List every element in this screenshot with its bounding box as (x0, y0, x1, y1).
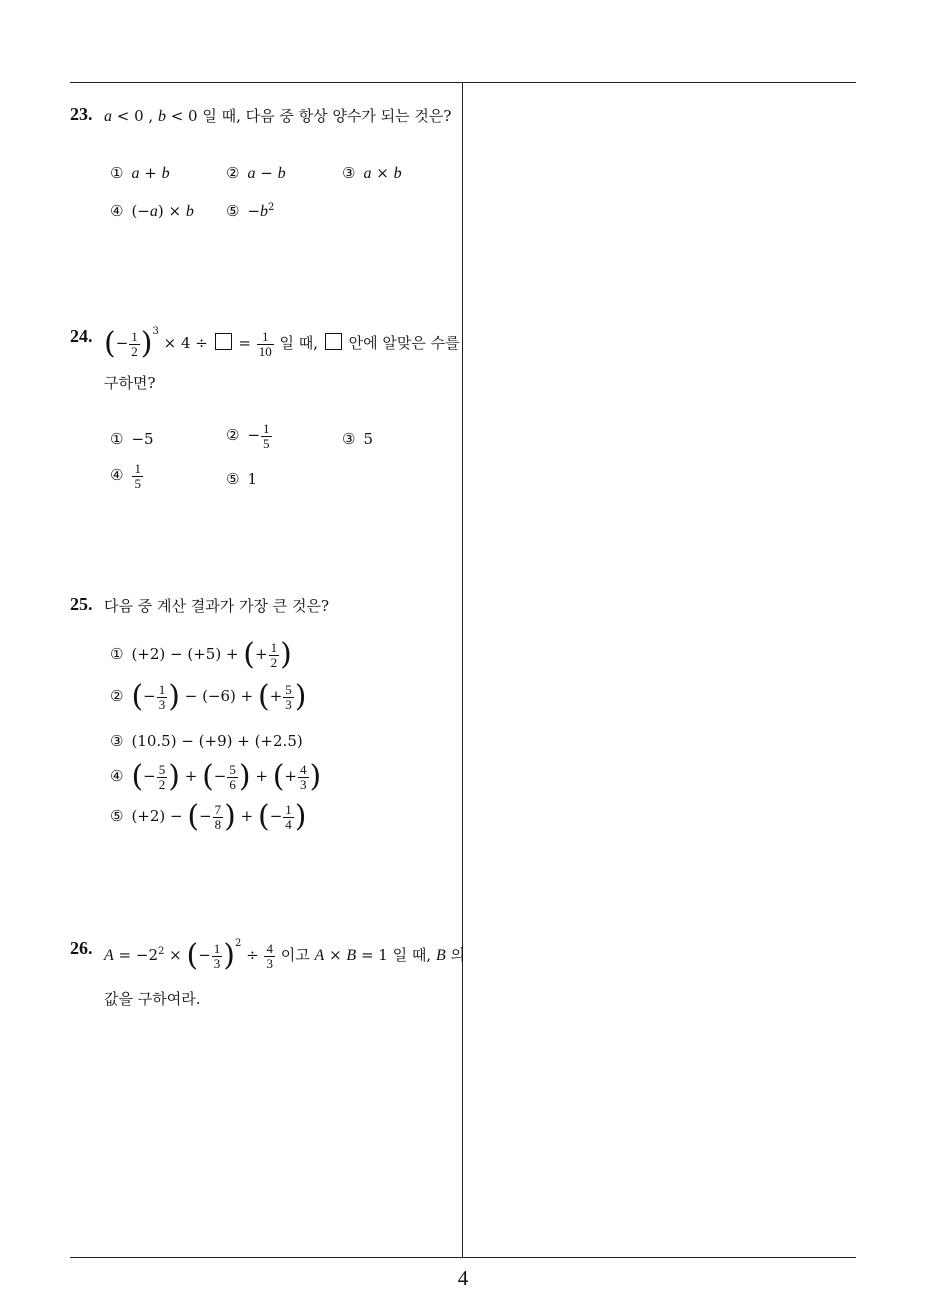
blank-box (215, 333, 232, 350)
bottom-rule (70, 1257, 856, 1258)
question-stem-line-2: 구하면? (104, 374, 156, 392)
option-3[interactable]: ③ 5 (342, 430, 373, 448)
blank-box (325, 333, 342, 350)
question-stem: a < 0 , b < 0 일 때, 다음 중 항상 양수가 되는 것은? (104, 107, 452, 125)
option-2[interactable]: ② − $\frac{1}{5}$ (226, 421, 270, 451)
question-stem: 다음 중 계산 결과가 가장 큰 것은? (104, 597, 330, 615)
question-stem-line-2: 값을 구하여라. (104, 990, 201, 1008)
option-3[interactable]: ③ (10.5) − (+9) + (+2.5) (110, 732, 303, 750)
question-stem: $A = -2^2$ × (− $\frac{1}{3}$ )$^2$ ÷ $\frac{4}{3}$ 이고 A × B = 1 일 때, B 의 (104, 938, 465, 973)
option-2[interactable]: ② (− $\frac{1}{3}$ ) − (−6) + (+ $\frac{5}{3}$ ) (110, 679, 307, 714)
question-24 (70, 326, 458, 506)
question-23 (70, 104, 458, 234)
option-3[interactable]: ③ a × b (342, 164, 402, 182)
option-2[interactable]: ② a − b (226, 164, 286, 182)
option-4[interactable]: ④ $\frac{1}{5}$ (110, 461, 141, 491)
question-25 (70, 594, 458, 844)
option-1[interactable]: ① a + b (110, 164, 170, 182)
option-1[interactable]: ① −5 (110, 430, 154, 448)
question-number: 25. (70, 594, 93, 614)
option-4[interactable]: ④ (−a) × b (110, 202, 194, 220)
option-5[interactable]: ⑤ $-b^2$ (226, 202, 275, 220)
question-26 (70, 938, 465, 1028)
column-divider (462, 82, 463, 1258)
question-stem: (− $\frac{1}{2}$ )$^3$ × 4 ÷ = $\frac{1}{10}$ 일 때, 안에 알맞은 수를 (104, 326, 460, 361)
question-number: 23. (70, 104, 93, 124)
page-number: 4 (457, 1266, 469, 1290)
option-5[interactable]: ⑤ (+2) − (− $\frac{7}{8}$ ) + (− $\frac{1}{4}$ ) (110, 799, 307, 834)
question-number: 26. (70, 938, 93, 958)
top-rule (70, 82, 856, 83)
option-5[interactable]: ⑤ 1 (226, 470, 257, 488)
option-4[interactable]: ④ (− $\frac{5}{2}$ ) + (− $\frac{5}{6}$ ) + (+ $\frac{4}{3}$ ) (110, 759, 322, 794)
question-number: 24. (70, 326, 93, 346)
option-1[interactable]: ① (+2) − (+5) + (+ $\frac{1}{2}$ ) (110, 637, 292, 672)
